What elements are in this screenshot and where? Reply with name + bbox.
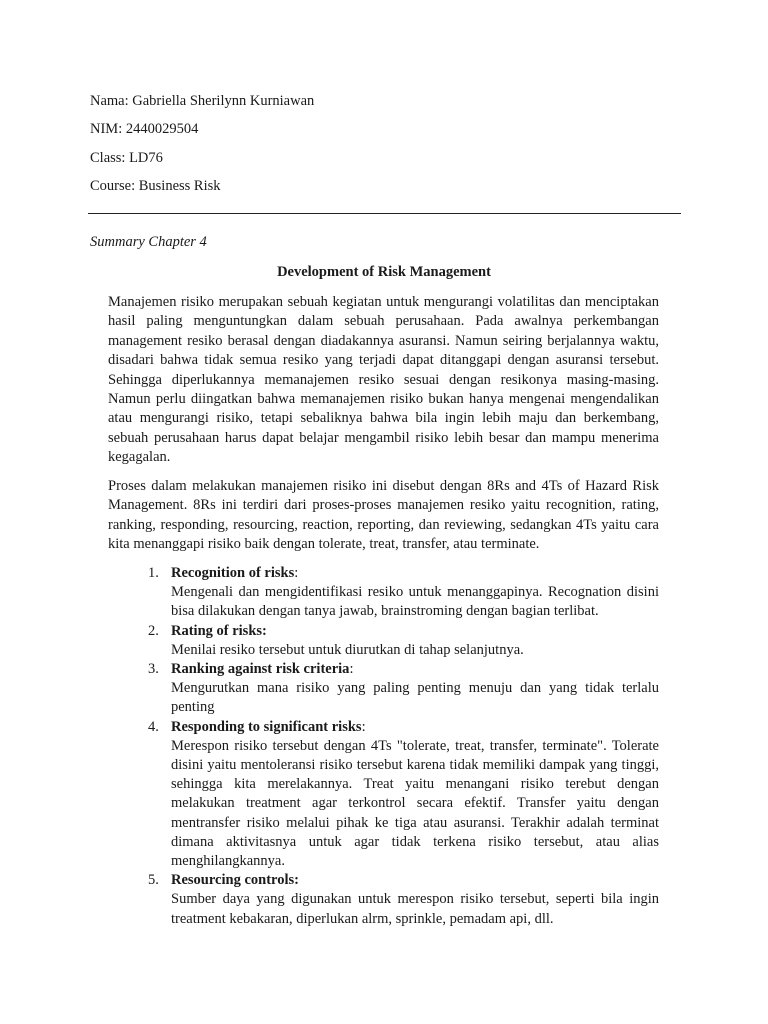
list-item-title: Recognition of risks (171, 565, 295, 581)
course-name: Course: Business Risk (90, 178, 221, 194)
list-item-title: Resourcing controls: (171, 872, 299, 889)
paragraph-process: Proses dalam melakukan manajemen risiko ini disebut dengan 8Rs and 4Ts of Hazard Risk Management. 8Rs ini terdiri dari proses-proses manajemen resiko yaitu recognition, rating, ranking, responding, resourcing, reaction, reporting, dan reviewing, sedangkan 4Ts yaitu cara kita menanggapi risiko baik dengan tolerate, treat, transfer, atau terminate. (108, 478, 659, 553)
summary-heading: Summary Chapter 4 (90, 234, 207, 250)
list-item-body: Mengurutkan mana risiko yang paling penting menuju dan yang tidak terlalu penting (171, 680, 659, 716)
list-item-suffix: : (361, 718, 366, 735)
list-item (108, 622, 659, 660)
list-number: 5. (148, 872, 159, 889)
list-item-title: Ranking against risk criteria (171, 661, 350, 678)
list-item-title: Rating of risks: (171, 622, 267, 639)
list-item-title: Responding to significant risks (171, 718, 362, 735)
risk-steps-list (108, 564, 659, 929)
list-item-body: Mengenali dan mengidentifikasi resiko untuk menanggapinya. Recognation disini bisa dilakukan dengan tanya jawab, brainstroming dengan bagian terlibat. (171, 584, 659, 620)
list-item (108, 871, 659, 929)
document-title: Development of Risk Management (277, 264, 491, 280)
list-item-body: Sumber daya yang digunakan untuk merespon risiko tersebut, seperti bila ingin treatment kebakaran, diperlukan alrm, sprinkle, pemadam api, dll. (171, 891, 659, 927)
list-item-body: Merespon risiko tersebut dengan 4Ts "tolerate, treat, transfer, terminate". Tolerate disini yaitu mentoleransi risiko tersebut karena tidak memiliki dampak yang tinggi, sehingga kita merelakannya. Treat yaitu menangani risiko terebut dengan melakukan treatment agar terkontrol secara efektif. Transfer yaitu dengan mentransfer risiko melalui pihak ke tiga atau asuransi. Terakhir adalah terminat dimana aktivitasnya untuk agar tidak terkena risiko tersebut, atau alias menghilangkannya. (171, 737, 659, 870)
list-item (108, 718, 659, 872)
list-number: 4. (148, 718, 159, 735)
list-number: 3. (148, 661, 159, 678)
student-class: Class: LD76 (90, 150, 163, 166)
header-divider (88, 213, 681, 214)
list-item-suffix: : (294, 565, 299, 581)
student-nim: NIM: 2440029504 (90, 121, 199, 137)
list-item-suffix: : (349, 661, 354, 678)
list-item (108, 564, 659, 622)
list-number: 2. (148, 622, 159, 639)
paragraph-intro: Manajemen risiko merupakan sebuah kegiatan untuk mengurangi volatilitas dan menciptakan hasil paling menguntungkan dalam sebuah perusahaan. Pada awalnya perkembangan management resiko berasal dengan diadakannya asuransi. Namun seiring berjalannya waktu, disadari bahwa tidak semua resiko yang terjadi dapat ditanggapi dengan asuransi tersebut. Sehingga diperlukannya memanajemen resiko sesuai dengan resikonya masing-masing. Namun perlu diingatkan bahwa memanajemen risiko bukan hanya mengenai mengendalikan atau mengurangi risiko, tetapi sebaliknya bahwa bila ingin lebih maju dan berkembang, sebuah perusahaan harus dapat belajar mengambil risiko lebih besar dan mampu menerima kegagalan. (108, 294, 659, 466)
student-name: Nama: Gabriella Sherilynn Kurniawan (90, 93, 315, 109)
list-number: 1. (148, 565, 159, 581)
list-item (108, 660, 659, 718)
list-item-body: Menilai resiko tersebut untuk diurutkan di tahap selanjutnya. (171, 641, 524, 658)
